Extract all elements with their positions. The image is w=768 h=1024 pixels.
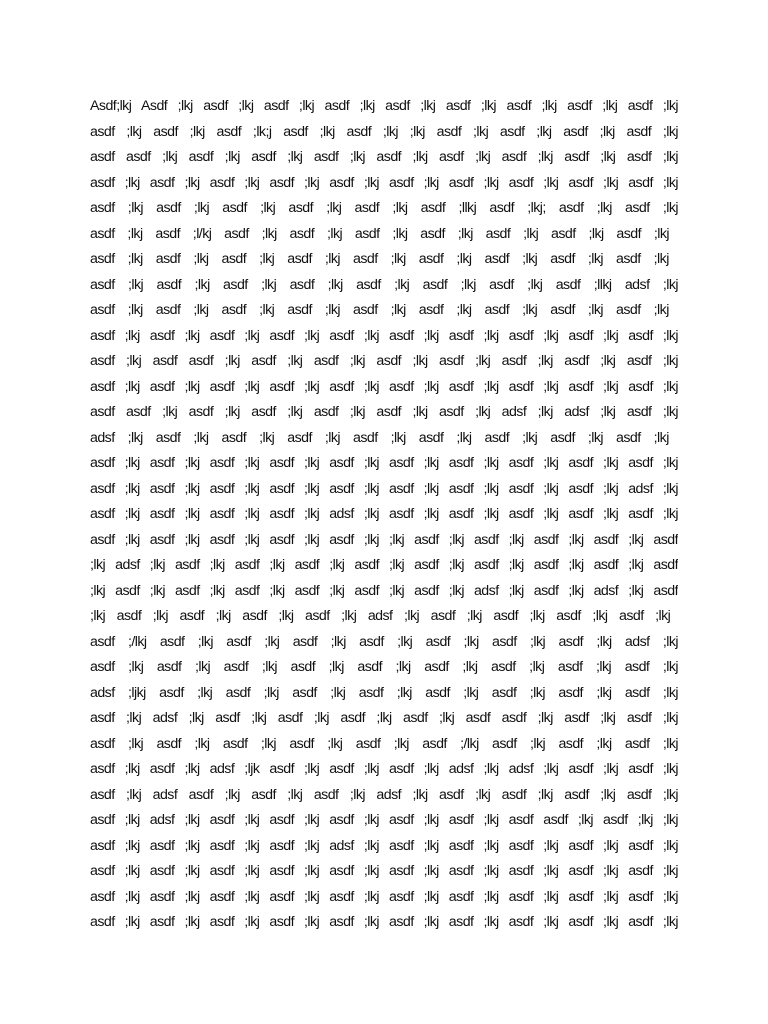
text-line: asdf ;lkj adsf ;lkj asdf ;lkj asdf ;lkj asdf ;lkj asdf ;lkj asdf asdf ;lkj asdf ;lkj asdf ;lkj [90, 710, 678, 726]
text-line: asdf ;lkj asdf ;l/kj asdf ;lkj asdf ;lkj asdf ;lkj asdf ;lkj asdf ;lkj asdf ;lkj asdf ;lkj [90, 225, 669, 242]
text-line: ;lkj asdf ;lkj asdf ;lkj asdf ;lkj asdf ;lkj adsf ;lkj asdf ;lkj asdf ;lkj asdf ;lkj asdf ;lkj [90, 608, 671, 624]
text-line: asdf ;lkj asdf ;lkj asdf ;lkj asdf ;lkj asdf ;lkj asdf ;lkj asdf ;lkj asdf ;lkj asdf ;lkj [90, 302, 669, 318]
text-line: asdf ;lkj asdf ;lkj asdf ;lk;j asdf ;lkj asdf ;lkj ;lkj asdf ;lkj asdf ;lkj asdf ;lkj asdf ;lkj [90, 123, 678, 140]
text-line: asdf ;/lkj asdf ;lkj asdf ;lkj asdf ;lkj asdf ;lkj asdf ;lkj asdf ;lkj asdf ;lkj adsf ;lkj [90, 633, 678, 650]
text-line: asdf ;lkj asdf ;lkj asdf ;lkj asdf ;lkj adsf ;lkj asdf ;lkj asdf ;lkj asdf ;lkj asdf ;lkj asdf ;lkj [90, 506, 678, 522]
text-line: asdf ;lkj asdf ;lkj asdf ;lkj asdf ;lkj asdf ;lkj asdf ;lkj asdf ;lkj asdf ;lkj asdf ;lkj asdf ;lkj [90, 327, 678, 344]
text-line: Asdf;lkj Asdf ;lkj asdf ;lkj asdf ;lkj asdf ;lkj asdf ;lkj asdf ;lkj asdf ;lkj asdf ;lkj asdf ;lkj [90, 98, 678, 114]
text-line: asdf ;lkj adsf ;lkj asdf ;lkj asdf ;lkj asdf ;lkj asdf ;lkj asdf ;lkj asdf asdf ;lkj asdf ;lkj ;lkj [90, 812, 678, 828]
text-line: asdf ;lkj asdf ;lkj asdf ;lkj asdf ;lkj asdf ;lkj asdf ;lkj asdf ;lkj asdf ;lkj asdf ;lkj adsf ;lkj [90, 480, 678, 497]
text-line: adsf ;lkj asdf ;lkj asdf ;lkj asdf ;lkj asdf ;lkj asdf ;lkj asdf ;lkj asdf ;lkj asdf ;lkj [90, 429, 669, 446]
text-line: asdf ;lkj asdf ;lkj asdf ;lkj asdf ;lkj adsf ;lkj asdf ;lkj asdf ;lkj asdf ;lkj asdf ;lkj asdf ;lkj [90, 837, 678, 854]
text-line: asdf ;lkj asdf ;lkj asdf ;lkj asdf ;lkj asdf ;lkj asdf ;lkj asdf ;lkj asdf ;llkj adsf ;lkj [90, 276, 678, 293]
text-line: asdf ;lkj asdf ;lkj asdf ;lkj asdf ;lkj asdf ;lkj ;lkj asdf ;lkj asdf ;lkj asdf ;lkj asdf ;lkj asdf [90, 531, 678, 548]
body-text [90, 94, 678, 936]
text-line: asdf ;lkj asdf ;lkj asdf ;lkj asdf ;lkj asdf ;lkj asdf ;llkj asdf ;lkj; asdf ;lkj asdf ;lkj [90, 200, 678, 216]
text-line: asdf ;lkj asdf ;lkj asdf ;lkj asdf ;lkj asdf ;lkj asdf ;/lkj asdf ;lkj asdf ;lkj asdf ;lkj [90, 735, 678, 752]
text-line: asdf ;lkj asdf ;lkj asdf ;lkj asdf ;lkj asdf ;lkj asdf ;lkj asdf ;lkj asdf ;lkj asdf ;lkj asdf ;lkj [90, 888, 678, 905]
text-line: asdf ;lkj asdf ;lkj asdf ;lkj asdf ;lkj asdf ;lkj asdf ;lkj asdf ;lkj asdf ;lkj asdf ;lkj asdf ;lkj [90, 863, 678, 879]
text-line: asdf ;lkj asdf ;lkj asdf ;lkj asdf ;lkj asdf ;lkj asdf ;lkj asdf ;lkj asdf ;lkj asdf ;lkj [90, 251, 669, 267]
text-line: adsf ;ljkj asdf ;lkj asdf ;lkj asdf ;lkj asdf ;lkj asdf ;lkj asdf ;lkj asdf ;lkj asdf ;lkj [90, 684, 678, 701]
text-line: ;lkj adsf ;lkj asdf ;lkj asdf ;lkj asdf ;lkj asdf ;lkj asdf ;lkj asdf ;lkj asdf ;lkj asdf ;lkj asdf [90, 557, 678, 573]
text-line: asdf ;lkj asdf ;lkj asdf ;lkj asdf ;lkj asdf ;lkj asdf ;lkj asdf ;lkj asdf ;lkj asdf ;lkj asdf ;lkj [90, 174, 678, 191]
text-line: asdf ;lkj asdf asdf ;lkj asdf ;lkj asdf ;lkj asdf ;lkj asdf ;lkj asdf ;lkj asdf ;lkj asdf ;lkj [90, 353, 678, 369]
text-line: ;lkj asdf ;lkj asdf ;lkj asdf ;lkj asdf ;lkj asdf ;lkj asdf ;lkj adsf ;lkj asdf ;lkj adsf ;lkj asdf [90, 582, 678, 599]
text-line: asdf ;lkj asdf ;lkj asdf ;lkj asdf ;lkj asdf ;lkj asdf ;lkj asdf ;lkj asdf ;lkj asdf ;lkj asdf ;lkj [90, 914, 678, 930]
text-line: asdf asdf ;lkj asdf ;lkj asdf ;lkj asdf ;lkj asdf ;lkj asdf ;lkj asdf ;lkj asdf ;lkj asdf ;lkj [90, 149, 678, 165]
text-line: asdf ;lkj asdf ;lkj asdf ;lkj asdf ;lkj asdf ;lkj asdf ;lkj asdf ;lkj asdf ;lkj asdf ;lkj [90, 659, 678, 675]
text-line: asdf ;lkj asdf ;lkj asdf ;lkj asdf ;lkj asdf ;lkj asdf ;lkj asdf ;lkj asdf ;lkj asdf ;lkj asdf ;lkj [90, 455, 678, 471]
text-line: asdf ;lkj adsf asdf ;lkj asdf ;lkj asdf ;lkj adsf ;lkj asdf ;lkj asdf ;lkj asdf ;lkj asdf ;lkj [90, 786, 678, 803]
text-line: asdf ;lkj asdf ;lkj adsf ;ljk asdf ;lkj asdf ;lkj asdf ;lkj adsf ;lkj adsf ;lkj asdf ;lkj asdf ;lkj [90, 761, 678, 777]
text-line: asdf ;lkj asdf ;lkj asdf ;lkj asdf ;lkj asdf ;lkj asdf ;lkj asdf ;lkj asdf ;lkj asdf ;lkj asdf ;lkj [90, 378, 678, 395]
text-line: asdf asdf ;lkj asdf ;lkj asdf ;lkj asdf ;lkj asdf ;lkj asdf ;lkj adsf ;lkj adsf ;lkj asdf ;lkj [90, 404, 678, 420]
